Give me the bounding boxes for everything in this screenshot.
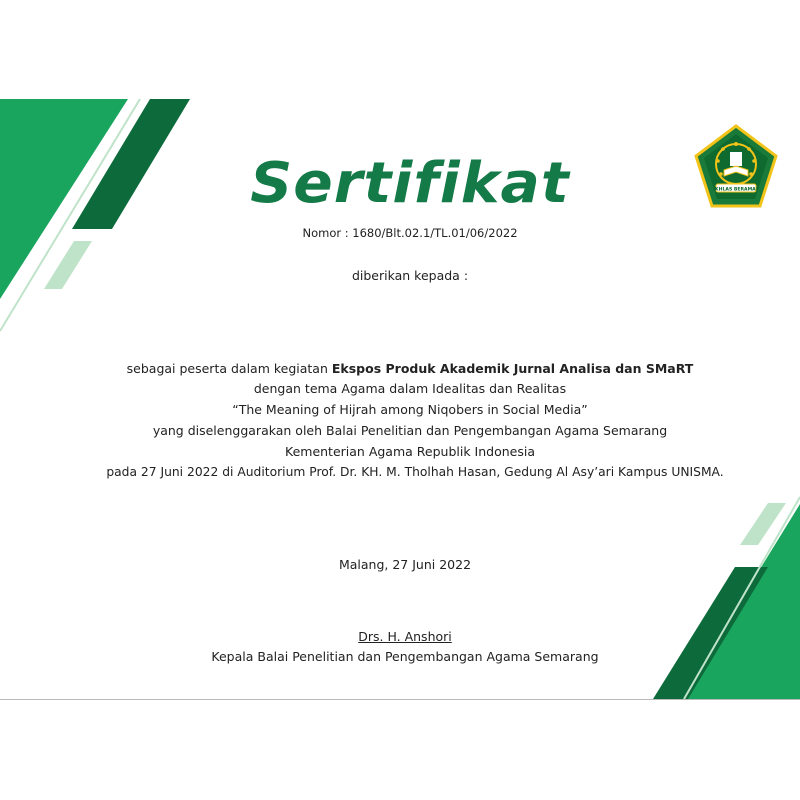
event-name: Ekspos Produk Akademik Jurnal Analisa dan SMaRT (331, 361, 694, 376)
certificate-title: Sertifikat (250, 151, 570, 216)
body-line-1-prefix: sebagai peserta dalam kegiatan (126, 361, 332, 376)
body-line-2: dengan tema Agama dalam Idealitas dan Realitas (253, 381, 567, 396)
certificate (0, 99, 800, 700)
signer-position: Kepala Balai Penelitian dan Pengembangan Agama Semarang (211, 649, 599, 664)
body-line-1 (0, 361, 800, 376)
signer-name: Drs. H. Anshori (358, 629, 452, 644)
place-date: Malang, 27 Juni 2022 (338, 557, 472, 572)
emblem-motto: IKHLAS BERAMAL (713, 187, 759, 193)
body-line-4: yang diselenggarakan oleh Balai Penelitian dan Pengembangan Agama Semarang (152, 423, 668, 438)
certificate-number: Nomor : 1680/Blt.02.1/TL.01/06/2022 (302, 226, 518, 240)
body-line-3: “The Meaning of Hijrah among Niqobers in Social Media” (232, 402, 588, 417)
body-line-5: Kementerian Agama Republik Indonesia (285, 444, 535, 459)
body-line-6: pada 27 Juni 2022 di Auditorium Prof. Dr. KH. M. Tholhah Hasan, Gedung Al Asy’ari Kampus UNISMA. (106, 465, 724, 479)
given-to-label: diberikan kepada : (351, 268, 469, 283)
signer (0, 629, 800, 644)
